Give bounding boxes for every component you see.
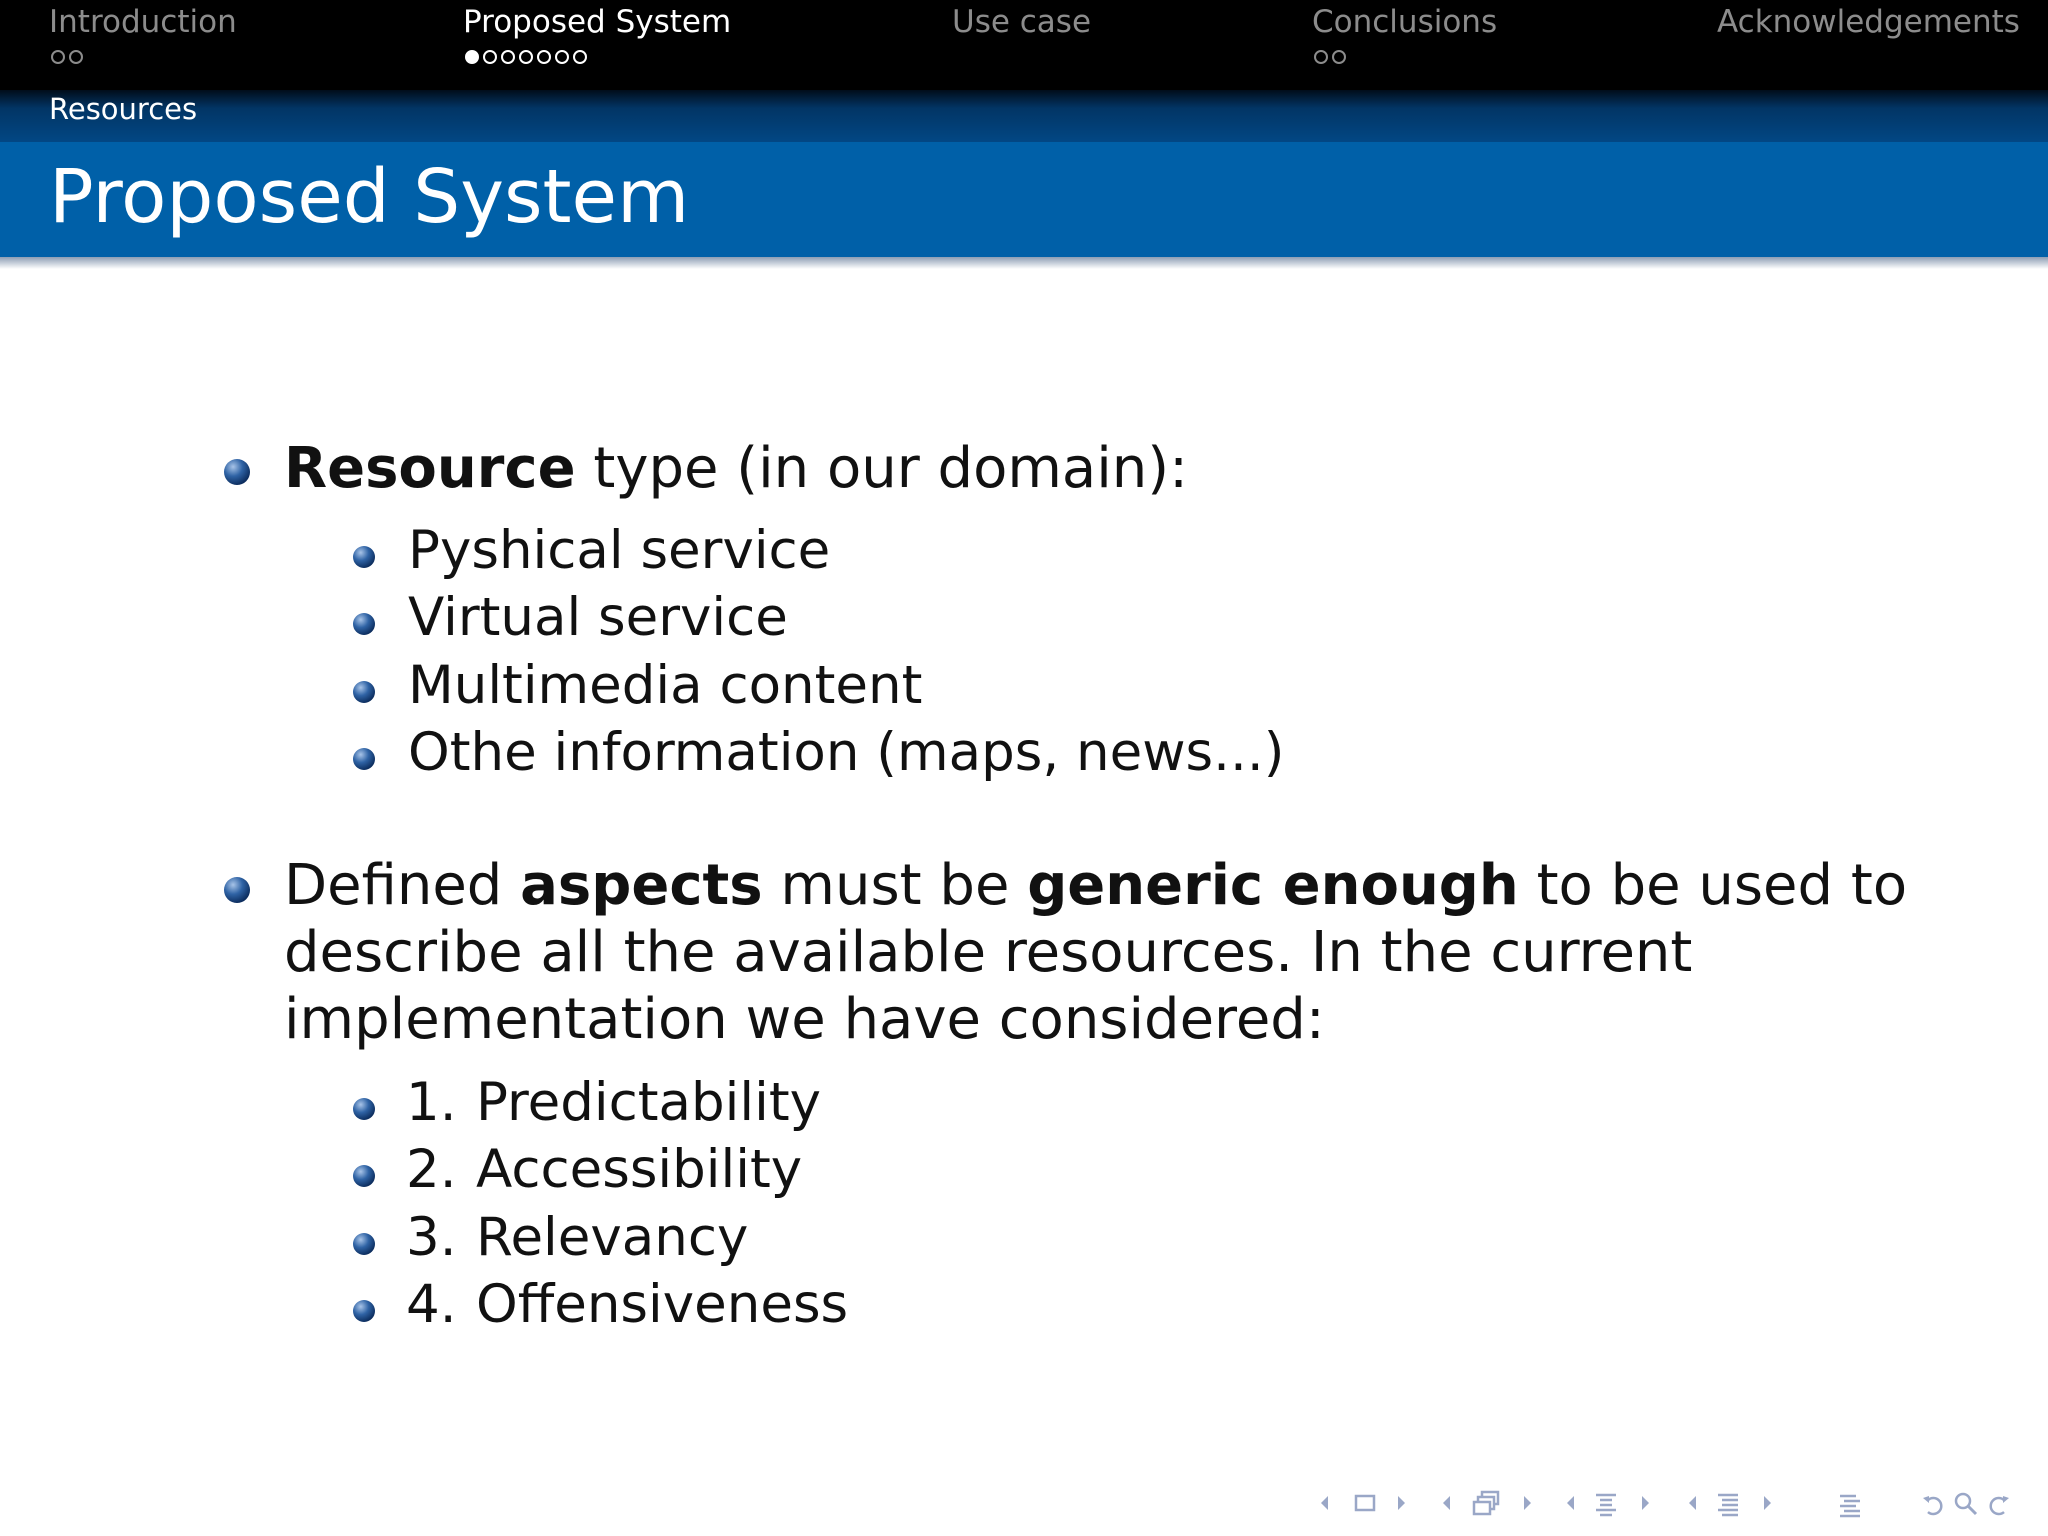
nav-section-label[interactable]: Use case bbox=[952, 4, 1092, 40]
item-number: 4. bbox=[406, 1274, 457, 1335]
subsection-label[interactable]: Resources bbox=[49, 92, 198, 126]
next-section-arrow-icon[interactable] bbox=[1762, 1490, 1774, 1516]
sub-bullet-icon bbox=[353, 1300, 375, 1322]
nav-frame-dot[interactable] bbox=[1314, 50, 1328, 64]
nav-section-dots bbox=[51, 50, 83, 64]
emphasis-text: Resource bbox=[284, 436, 576, 501]
nav-section-label[interactable]: Conclusions bbox=[1312, 4, 1498, 40]
document-icon[interactable] bbox=[1836, 1490, 1864, 1518]
nav-section-label[interactable]: Introduction bbox=[49, 4, 237, 40]
item-text: Accessibility bbox=[476, 1139, 803, 1200]
sub-bullet-icon bbox=[353, 546, 375, 568]
item-number: 3. bbox=[406, 1207, 457, 1268]
prev-subsection-arrow-icon[interactable] bbox=[1564, 1490, 1576, 1516]
beamer-navigation-symbols bbox=[1310, 1490, 2030, 1520]
frame-icon[interactable] bbox=[1470, 1490, 1502, 1518]
nav-frame-dot-current[interactable] bbox=[465, 50, 479, 64]
nav-section-dots bbox=[1314, 50, 1346, 64]
emphasis-text: aspects bbox=[520, 853, 763, 918]
nav-section-dots bbox=[465, 50, 587, 64]
prev-section-arrow-icon[interactable] bbox=[1686, 1490, 1698, 1516]
undo-icon[interactable] bbox=[1920, 1490, 1948, 1518]
nav-frame-dot[interactable] bbox=[51, 50, 65, 64]
nav-section-label[interactable]: Acknowledgements bbox=[1717, 4, 2020, 40]
item-text: type (in our domain): bbox=[575, 436, 1188, 501]
nav-frame-dot[interactable] bbox=[501, 50, 515, 64]
subsection-bar bbox=[0, 90, 2048, 142]
item-text: Relevancy bbox=[476, 1207, 749, 1268]
search-icon[interactable] bbox=[1952, 1490, 1980, 1518]
sub-bullet-icon bbox=[353, 748, 375, 770]
list-item-resource-type bbox=[284, 436, 1188, 501]
sub-bullet-icon bbox=[353, 613, 375, 635]
sub-list-item bbox=[406, 1072, 821, 1133]
nav-frame-dot[interactable] bbox=[555, 50, 569, 64]
nav-frame-dot[interactable] bbox=[1332, 50, 1346, 64]
sub-bullet-icon bbox=[353, 681, 375, 703]
item-text-line: describe all the available resources. In the current bbox=[284, 920, 1693, 985]
item-text-line: implementation we have considered: bbox=[284, 987, 1325, 1052]
nav-frame-dot[interactable] bbox=[483, 50, 497, 64]
subsection-icon[interactable] bbox=[1592, 1490, 1620, 1518]
headline-navigation bbox=[0, 0, 2048, 90]
sub-list-item bbox=[406, 1207, 748, 1268]
item-text: must be bbox=[762, 853, 1028, 918]
list-item-aspects bbox=[284, 853, 1907, 918]
item-text: Predictability bbox=[476, 1072, 821, 1133]
sub-list-item: Multimedia content bbox=[408, 655, 923, 716]
nav-frame-dot[interactable] bbox=[519, 50, 533, 64]
sub-list-item: Othe information (maps, news...) bbox=[408, 722, 1285, 783]
nav-section-label[interactable]: Proposed System bbox=[463, 4, 732, 40]
item-text: to be used to bbox=[1518, 853, 1908, 918]
bullet-icon bbox=[224, 459, 250, 485]
prev-slide-arrow-icon[interactable] bbox=[1318, 1490, 1330, 1516]
prev-frame-arrow-icon[interactable] bbox=[1440, 1490, 1452, 1516]
next-frame-arrow-icon[interactable] bbox=[1522, 1490, 1534, 1516]
sub-list-item bbox=[406, 1274, 848, 1335]
sub-bullet-icon bbox=[353, 1165, 375, 1187]
sub-list-item bbox=[406, 1139, 802, 1200]
sub-bullet-icon bbox=[353, 1233, 375, 1255]
section-icon[interactable] bbox=[1714, 1490, 1742, 1518]
nav-frame-dot[interactable] bbox=[573, 50, 587, 64]
item-number: 2. bbox=[406, 1139, 457, 1200]
sub-list-item: Pyshical service bbox=[408, 520, 831, 581]
item-number: 1. bbox=[406, 1072, 457, 1133]
emphasis-text: generic enough bbox=[1027, 853, 1519, 918]
item-text: Defined bbox=[284, 853, 521, 918]
sub-bullet-icon bbox=[353, 1098, 375, 1120]
slide-icon[interactable] bbox=[1352, 1490, 1378, 1516]
bullet-icon bbox=[224, 877, 250, 903]
redo-icon[interactable] bbox=[1984, 1490, 2012, 1518]
nav-frame-dot[interactable] bbox=[69, 50, 83, 64]
next-subsection-arrow-icon[interactable] bbox=[1640, 1490, 1652, 1516]
sub-list-item: Virtual service bbox=[408, 587, 788, 648]
nav-frame-dot[interactable] bbox=[537, 50, 551, 64]
frame-title: Proposed System bbox=[49, 154, 690, 240]
item-text: Offensiveness bbox=[476, 1274, 849, 1335]
next-slide-arrow-icon[interactable] bbox=[1396, 1490, 1408, 1516]
frame-title-bar bbox=[0, 142, 2048, 257]
